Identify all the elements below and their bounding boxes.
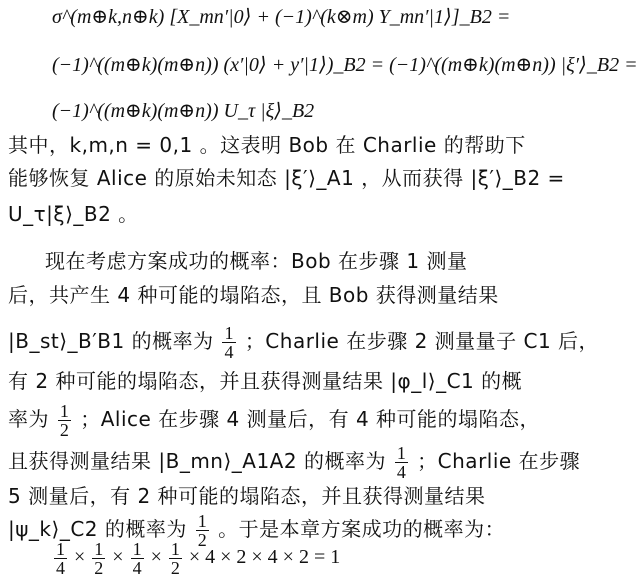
para2-line-3-b: ；Charlie 在步骤 2 测量量子 C1 后，	[244, 329, 600, 353]
eq-fraction-3: $\frac{1}{4}$	[132, 539, 142, 578]
para2-line-8-a: |ψ_k⟩_C2 的概率为	[8, 517, 187, 541]
eq-fraction-2: $\frac{1}{2}$	[94, 539, 104, 578]
para2-line-3-a: |B_st⟩_B′B1 的概率为	[8, 329, 214, 353]
fraction-one-quarter-2: $\frac{1}{4}$	[396, 443, 407, 482]
para1-line-3: U_τ|ξ⟩_B2 。	[8, 202, 139, 226]
para2-line-5-a: 率为	[8, 407, 49, 431]
para2-line-2: 后，共产生 4 种可能的塌陷态，且 Bob 获得测量结果	[8, 283, 499, 307]
formula-line-3: (−1)^((m⊕k)(m⊕n)) U_τ |ξ⟩_B2	[52, 100, 315, 122]
para2-line-6	[8, 444, 580, 481]
eq-fraction-1: $\frac{1}{4}$	[56, 539, 65, 578]
eq-fraction-4: $\frac{1}{2}$	[170, 539, 180, 578]
eq-times-2: ×	[112, 546, 124, 569]
formula-line-2: (−1)^((m⊕k)(m⊕n)) (x′|0⟩ + y′|1⟩)_B2 = (−1)^((m⊕k)(m⊕n)) |ξ′⟩_B2 =	[52, 54, 638, 76]
para2-line-1: 现在考虑方案成功的概率：Bob 在步骤 1 测量	[45, 249, 468, 273]
eq-tail: × 4 × 2 × 4 × 2 = 1	[188, 546, 341, 569]
para1-line-2: 能够恢复 Alice 的原始未知态 |ξ′⟩_A1 ，从而获得 |ξ′⟩_B2 =	[8, 166, 565, 190]
formula-line-1: σ^(m⊕k,n⊕k) [X_mn′|0⟩ + (−1)^(k⊗m) Y_mn′|1⟩]_B2 =	[52, 6, 511, 28]
fraction-one-half: $\frac{1}{2}$	[59, 401, 70, 440]
para2-line-6-b: ；Charlie 在步骤	[417, 449, 581, 473]
para2-line-5-b: ；Alice 在步骤 4 测量后，有 4 种可能的塌陷态，	[80, 407, 541, 431]
eq-times-3: ×	[150, 546, 162, 569]
para2-line-8-b: 。于是本章方案成功的概率为：	[218, 517, 506, 541]
para2-line-7: 5 测量后，有 2 种可能的塌陷态，并且获得测量结果	[8, 484, 486, 508]
eq-times-1: ×	[74, 546, 86, 569]
para2-line-3	[8, 324, 599, 361]
para2-line-4: 有 2 种可能的塌陷态，并且获得测量结果 |φ_l⟩_C1 的概	[8, 369, 523, 393]
para1-line-1: 其中，k,m,n = 0,1 。这表明 Bob 在 Charlie 的帮助下	[8, 133, 526, 157]
para2-line-5	[8, 402, 540, 439]
fraction-one-half-2: $\frac{1}{2}$	[197, 511, 208, 550]
fraction-one-quarter: $\frac{1}{4}$	[224, 323, 234, 362]
probability-equation	[52, 540, 340, 577]
para2-line-6-a: 且获得测量结果 |B_mn⟩_A1A2 的概率为	[8, 449, 386, 473]
